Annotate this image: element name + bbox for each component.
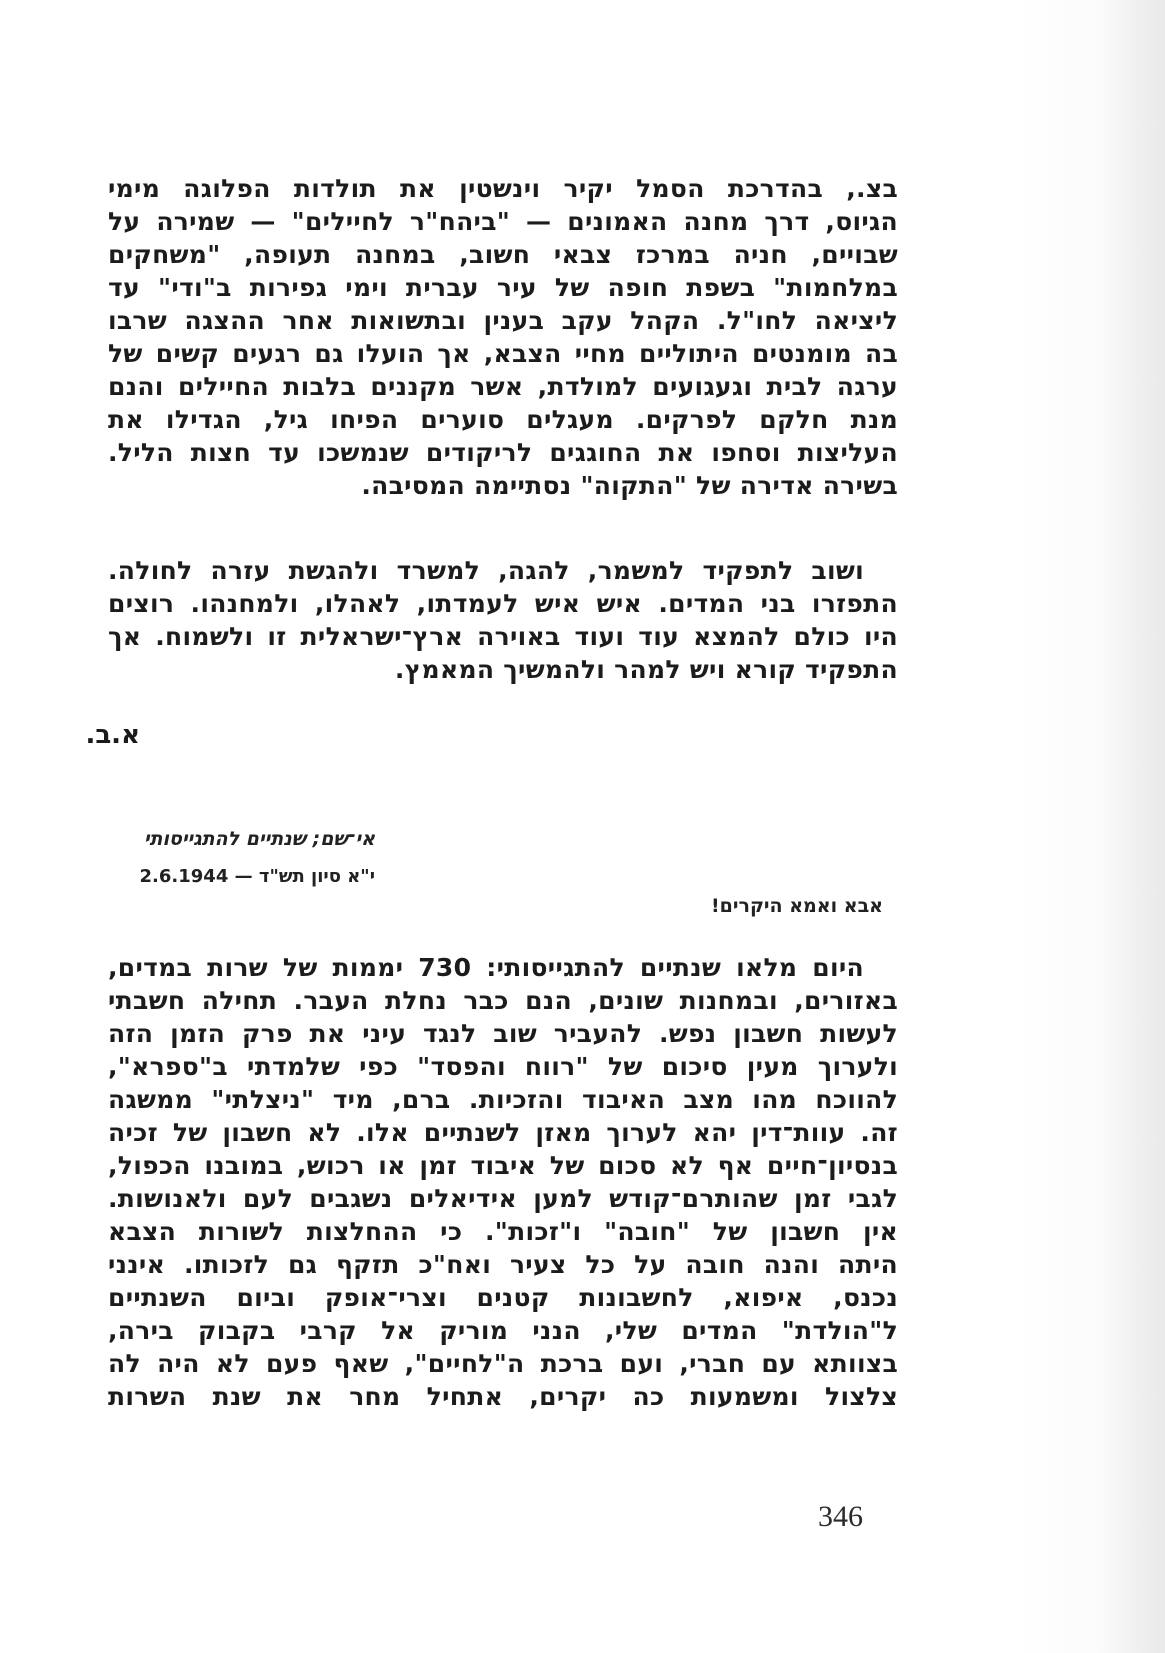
text-line: בשירה אדירה של "התקוה" נסתיימה המסיבה. [361,471,898,500]
page-number: 346 [818,1500,863,1533]
text-line: היתה והנה חובה על כל צעיר ואח"כ תזקף גם לזכותו. אינני [108,1250,898,1279]
text-line: במלחמות" בשפת חופה של עיר עברית וימי גפירות ב"ודי" עד [108,273,898,302]
text-line: צלצול ומשמעות כה יקרים, אתחיל מחר את שנת השרות [108,1382,898,1411]
text-line: מנת חלקם לפרקים. מעגלים סוערים הפיחו גיל, הגדילו את [108,405,898,434]
text-line: נכנס, איפוא, לחשבונות קטנים וצרי־אופק וביום השנתיים [108,1283,898,1312]
text-line: ושוב לתפקיד למשמר, להגה, למשרד ולהגשת עזרה לחולה. [108,556,864,585]
paragraph-letter-body [108,951,898,1413]
text-line: הגיוס, דרך מחנה האמונים — "ביהח"ר לחיילים" — שמירה על [108,207,898,236]
letter-place-heading: אי־שם; שנתיים להתגייסותי [143,828,375,850]
text-line: התפזרו בני המדים. איש איש לעמדתו, לאהלו, ולמחנהו. רוצים [108,589,898,618]
paragraph-return-to-duty [108,554,898,686]
text-line: באזורים, ובמחנות שונים, הנם כבר נחלת העבר. תחילה חשבתי [108,986,898,1015]
text-line: בה מומנטים היתוליים מחיי הצבא, אך הועלו גם רגעים קשים של [108,339,898,368]
text-line: להווכח מהו מצב האיבוד והזכיות. ברם, מיד "ניצלתי" ממשגה [108,1085,898,1114]
text-line: בנסיון־חיים אף לא סכום של איבוד זמן או רכוש, במובנו הכפול, [108,1151,898,1180]
letter-date: י"א סיון תש"ד — 2.6.1944 [139,866,375,887]
text-line: ולערוך מעין סיכום של "רווח והפסד" כפי שלמדתי ב"ספרא", [108,1052,898,1081]
text-line: שבויים, חניה במרכז צבאי חשוב, במחנה תעופה, "משחקים [108,240,898,269]
text-line: בצוותא עם חברי, ועם ברכת ה"לחיים", שאף פעם לא היה לה [108,1349,898,1378]
text-line: היו כולם להמצא עוד ועוד באוירה ארץ־ישראלית זו ולשמוח. אך [108,622,898,651]
text-line: לגבי זמן שהותרם־קודש למען אידיאלים נשגבים לעם ולאנושות. [108,1184,898,1213]
text-line: התפקיד קורא ויש למהר ולהמשיך המאמץ. [394,655,898,684]
text-line: ליציאה לחו"ל. הקהל עקב בענין ובתשואות אחר ההצגה שרבו [108,306,898,335]
text-line: אין חשבון של "חובה" ו"זכות". כי ההחלצות לשורות הצבא [108,1217,898,1246]
text-line: היום מלאו שנתיים להתגייסותי: 730 יממות של שרות במדים, [108,953,864,982]
text-line: זה. עוות־דין יהא לערוך מאזן לשנתיים אלו. לא חשבון של זכיה [108,1118,898,1147]
text-line: העליצות וסחפו את החוגגים לריקודים שנמשכו עד חצות הליל. [108,438,898,467]
text-line: ערגה לבית וגעגועים למולדת, אשר מקננים בלבות החיילים והנם [108,372,898,401]
text-line: לעשות חשבון נפש. להעביר שוב לנגד עיני את פרק הזמן הזה [108,1019,898,1048]
text-line: בצ., בהדרכת הסמל יקיר וינשטין את תולדות הפלוגה מימי [108,174,898,203]
author-initials: א.ב. [85,720,140,750]
letter-salutation: אבא ואמא היקרים! [711,895,883,917]
text-line: ל"הולדת" המדים שלי, הנני מוריק אל קרבי בקבוק בירה, [108,1316,898,1345]
paragraph-celebration [108,172,898,502]
